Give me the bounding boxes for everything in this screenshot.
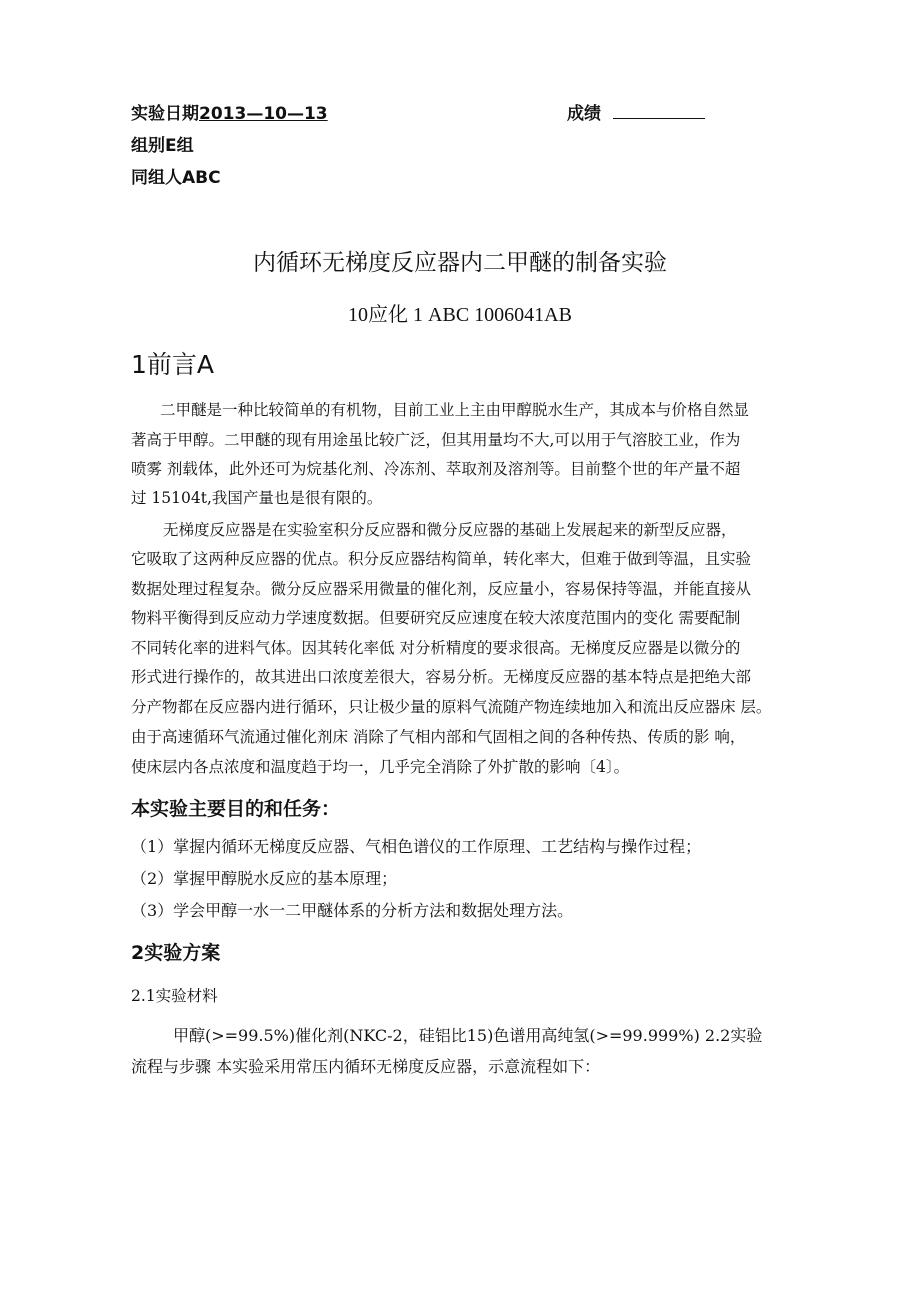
- objective-item: （3）学会甲醇一水一二甲醚体系的分析方法和数据处理方法。: [131, 901, 574, 920]
- para2-line: 形式进行操作的，故其进出口浓度差很大，容易分析。无梯度反应器的基本特点是把绝大部: [131, 668, 752, 686]
- objectives-heading: 本实验主要目的和任务：: [131, 798, 341, 820]
- page-subtitle: 10应化 1 ABC 1006041AB: [348, 304, 572, 326]
- score-blank: [613, 102, 705, 119]
- objective-item: （1）掌握内循环无梯度反应器、气相色谱仪的工作原理、工艺结构与操作过程；: [131, 837, 702, 856]
- group-line: 组别E组: [131, 136, 194, 156]
- page-title: 内循环无梯度反应器内二甲醚的制备实验: [253, 250, 667, 276]
- para2-line: 它吸取了这两种反应器的优点。积分反应器结构简单，转化率大，但难于做到等温，且实验: [131, 550, 752, 568]
- experiment-date: [131, 99, 328, 124]
- para2-line: 使床层内各点浓度和温度趋于均一，几乎完全消除了外扩散的影响〔4〕。: [131, 758, 630, 776]
- score-label: 成绩: [567, 104, 601, 124]
- para2-line: 不同转化率的进料气体。因其转化率低 对分析精度的要求很高。无梯度反应器是以微分的: [131, 639, 741, 657]
- section-1-heading: 1前言A: [131, 350, 215, 379]
- score-field: [567, 99, 705, 124]
- para2-line: 数据处理过程复杂。微分反应器采用微量的催化剂，反应量小，容易保持等温，并能直接从: [131, 580, 752, 598]
- para1-line: 著高于甲醇。二甲醚的现有用途虽比较广泛，但其用量均不大,可以用于气溶胶工业，作为: [131, 431, 741, 449]
- objective-item: （2）掌握甲醇脱水反应的基本原理；: [131, 869, 398, 888]
- para2-line: 无梯度反应器是在实验室积分反应器和微分反应器的基础上发展起来的新型反应器，: [163, 521, 737, 539]
- date-label: 实验日期: [131, 104, 199, 124]
- date-value: 2013—10—13: [199, 104, 328, 124]
- para1-line: 二甲醚是一种比较简单的有机物，目前工业上主由甲醇脱水生产，其成本与价格自然显: [160, 401, 750, 419]
- para2-line: 由于高速循环气流通过催化剂床 消除了气相内部和气固相之间的各种传热、传质的影 响，: [131, 728, 746, 746]
- section-2-heading: 2实验方案: [131, 942, 221, 964]
- para1-line: 喷雾 剂载体，此外还可为烷基化剂、冷冻剂、萃取剂及溶剂等。目前整个世的年产量不超: [131, 460, 741, 478]
- para1-line: 过 15104t,我国产量也是很有限的。: [131, 489, 383, 507]
- materials-line: 甲醇(>=99.5%)催化剂(NKC-2，硅铝比15)色谱用高纯氢(>=99.999%) 2.2实验: [173, 1026, 763, 1045]
- materials-line: 流程与步骤 本实验采用常压内循环无梯度反应器，示意流程如下：: [131, 1057, 601, 1076]
- para2-line: 分产物都在反应器内进行循环，只让极少量的原料气流随产物连续地加入和流出反应器床 层。: [131, 698, 772, 716]
- section-2-1-heading: 2.1实验材料: [131, 987, 218, 1005]
- partner-line: 同组人ABC: [131, 168, 221, 188]
- para2-line: 物料平衡得到反应动力学速度数据。但要研究反应速度在较大浓度范围内的变化 需要配制: [131, 609, 741, 627]
